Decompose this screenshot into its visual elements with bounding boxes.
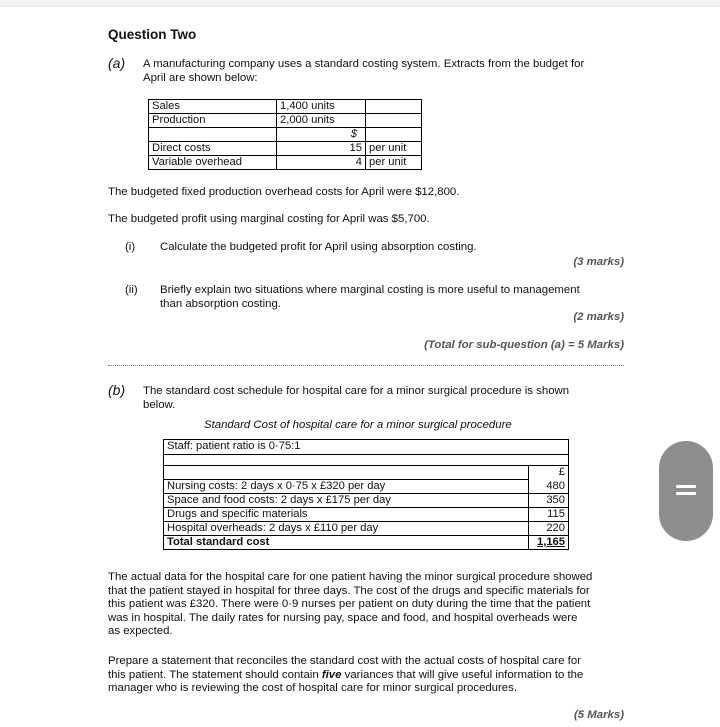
total-label-cell: Total standard cost [164, 536, 529, 550]
table-row [164, 480, 569, 494]
sub-i-number: (i) [125, 241, 136, 253]
part-a-label: (a) [108, 55, 126, 71]
cost-item-cell: Nursing costs: 2 days x 0·75 x £320 per day [164, 480, 529, 494]
sub-i-text: Calculate the budgeted profit for April using absorption costing. [160, 241, 477, 253]
budget-cell: Sales [149, 100, 277, 114]
cost-item-cell: Drugs and specific materials [164, 508, 529, 522]
grip-line-icon [676, 492, 696, 495]
budget-cell: Direct costs [149, 142, 277, 156]
standard-cost-table [163, 439, 569, 550]
budget-cell [366, 100, 422, 114]
cost-value-cell: 115 [529, 508, 569, 522]
staff-ratio-cell: Staff: patient ratio is 0·75:1 [164, 440, 569, 455]
table-row [164, 455, 569, 466]
table-row [164, 522, 569, 536]
budget-cell: per unit [366, 156, 422, 170]
cost-item-cell: Space and food costs: 2 days x £175 per day [164, 494, 529, 508]
table-row [149, 156, 422, 170]
question-title: Question Two [108, 27, 197, 42]
budget-cell [366, 128, 422, 142]
blank-cell [164, 455, 569, 466]
paragraph-line: this patient was £320. There were 0·9 nurses per patient on duty during the time that the patient [108, 598, 591, 611]
paragraph-line: was in hospital. The daily rates for nursing pay, space and food, and hospital overheads were [108, 611, 578, 624]
part-a-total-marks: (Total for sub-question (a) = 5 Marks) [424, 339, 624, 351]
currency-cell: £ [529, 466, 569, 480]
budget-cell: 2,000 units [277, 114, 366, 128]
blank-cell [164, 466, 529, 480]
table-row [164, 494, 569, 508]
budget-cell: 15 [277, 142, 366, 156]
actual-data-paragraph [108, 571, 628, 639]
cost-item-cell: Hospital overheads: 2 days x £110 per day [164, 522, 529, 536]
table-row [164, 536, 569, 550]
grip-line-icon [676, 485, 696, 488]
table-row [149, 100, 422, 114]
text-run: this patient. The statement should contain [108, 668, 322, 681]
sub-ii-marks: (2 marks) [573, 311, 624, 323]
table-row [149, 142, 422, 156]
prepare-paragraph [108, 655, 628, 696]
part-a-intro [143, 58, 623, 85]
paragraph-line: Prepare a statement that reconciles the standard cost with the actual costs of hospital care for [108, 655, 581, 667]
sub-ii-text [160, 284, 620, 311]
emphasis-five: five [321, 668, 342, 681]
marginal-profit-text: The budgeted profit using marginal costing for April was $5,700. [108, 213, 430, 225]
paragraph-line: as expected. [108, 625, 173, 638]
budget-cell: $ [277, 128, 366, 142]
table-row [164, 440, 569, 455]
part-a-intro-line-2: April are shown below: [143, 71, 258, 84]
budget-cell [366, 114, 422, 128]
table-row [164, 466, 569, 480]
part-b-intro-line-2: below. [143, 398, 176, 411]
cost-value-cell: 480 [529, 480, 569, 494]
table-row [149, 128, 422, 142]
budget-table [148, 99, 422, 170]
budget-cell: Variable overhead [149, 156, 277, 170]
part-b-intro [143, 385, 623, 412]
table-row [164, 508, 569, 522]
budget-cell: per unit [366, 142, 422, 156]
table-caption: Standard Cost of hospital care for a minor surgical procedure [204, 419, 512, 431]
cost-value-cell: 220 [529, 522, 569, 536]
sub-i-marks: (3 marks) [573, 256, 624, 268]
paragraph-line: that the patient stayed in hospital for three days. The cost of the drugs and specific materials for [108, 584, 590, 597]
sub-ii-line-1: Briefly explain two situations where marginal costing is more useful to management [160, 284, 580, 296]
budget-cell [149, 128, 277, 142]
sub-ii-line-2: than absorption costing. [160, 297, 281, 310]
part-a-intro-line-1: A manufacturing company uses a standard costing system. Extracts from the budget for [143, 58, 585, 70]
cost-value-cell: 350 [529, 494, 569, 508]
text-run: variances that will give useful information to the [341, 668, 584, 681]
part-b-intro-line-1: The standard cost schedule for hospital care for a minor surgical procedure is shown [143, 385, 570, 397]
paragraph-line [108, 669, 628, 683]
part-b-label: (b) [108, 382, 126, 398]
paragraph-line: manager who is reviewing the cost of hospital care for minor surgical procedures. [108, 682, 517, 695]
budget-cell: 4 [277, 156, 366, 170]
budget-cell: 1,400 units [277, 100, 366, 114]
table-row [149, 114, 422, 128]
top-border [0, 0, 720, 7]
sub-ii-number: (ii) [125, 284, 138, 296]
scroll-handle[interactable] [659, 441, 713, 541]
part-b-marks: (5 Marks) [573, 709, 624, 721]
section-divider [108, 365, 624, 366]
budget-cell: Production [149, 114, 277, 128]
fixed-overhead-text: The budgeted fixed production overhead costs for April were $12,800. [108, 186, 460, 198]
total-value-cell: 1,165 [529, 536, 569, 550]
paragraph-line: The actual data for the hospital care for one patient having the minor surgical procedure showed [108, 571, 593, 583]
